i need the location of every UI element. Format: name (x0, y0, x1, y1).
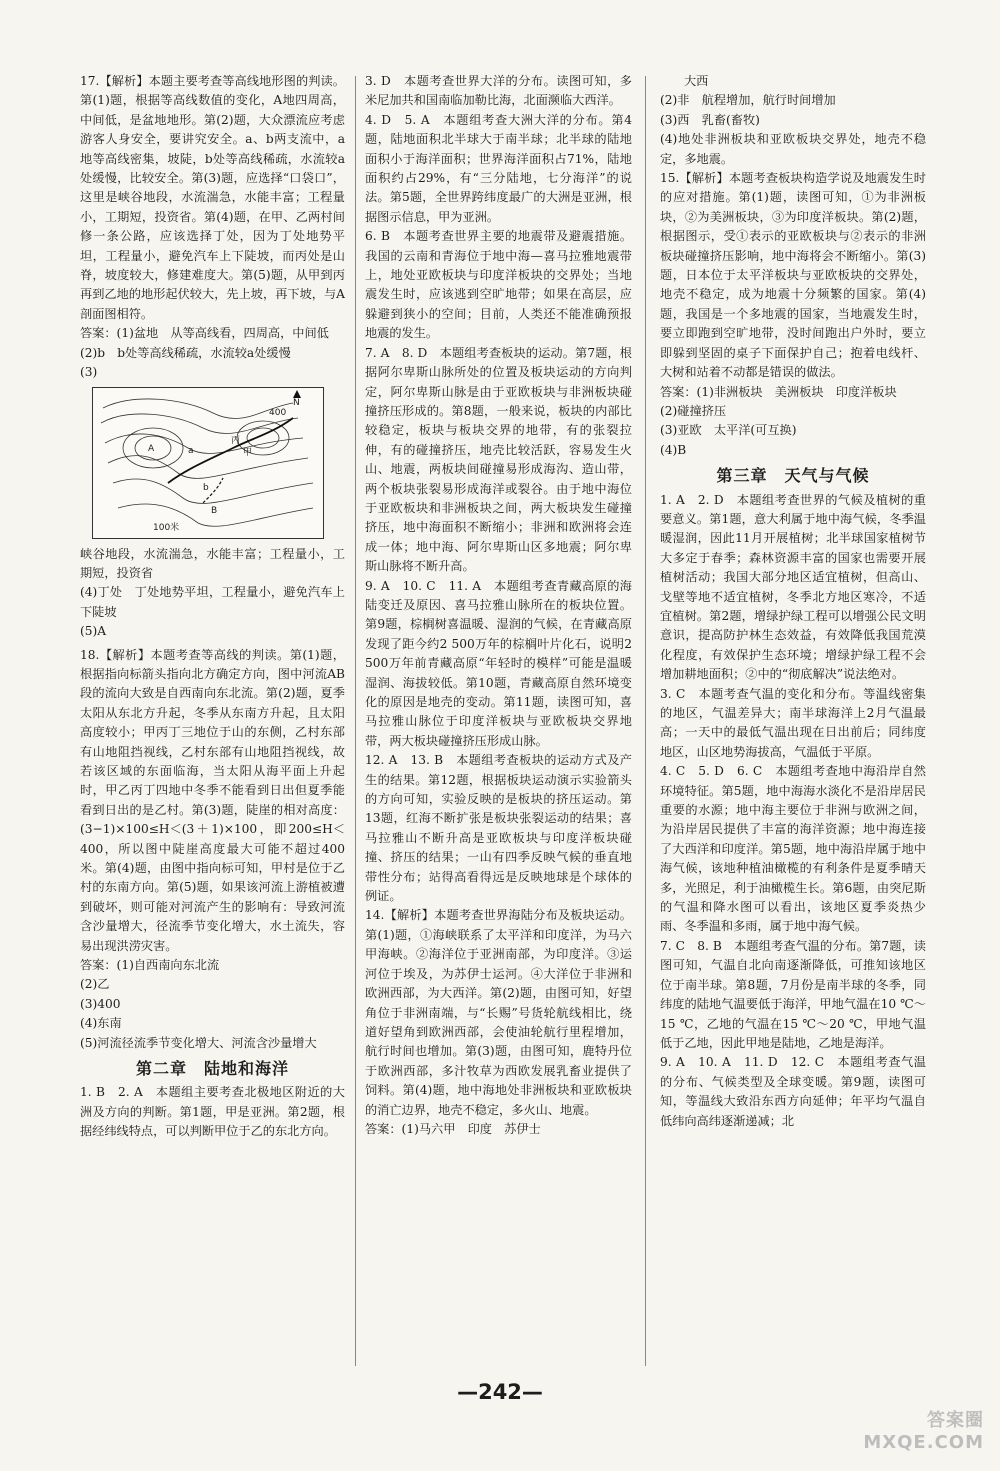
answer-14-3: (3)西 乳畜(畜牧) (660, 112, 760, 127)
answer-7-8: 7. A 8. D 本题组考查板块的运动。第7题，根据阿尔卑斯山脉所处的位置及板块运动的方向判定，阿尔卑斯山脉是由于亚欧板块与非洲板块碰撞挤压形成的。第8题，一般来说，板块的内部比较稳定，板块与板块交界的地带，有的张裂拉伸，有的碰撞挤压，地壳比较活跃，容易发生火山、地震，两板块间碰撞易形成海沟、造山带，两个板块张裂易形成海洋或裂谷。由于地中海位于亚欧板块和非洲板块之间，两大板块发生碰撞挤压，地中海面积不断缩小；非洲和欧洲将会连成一体；地中海、阿尔卑斯山区多地震；阿尔卑斯山脉将不断升高。 (365, 345, 632, 574)
map-label-a: a (188, 445, 194, 456)
column-divider-left (355, 76, 356, 1366)
answer-18-5: (5)河流径流季节变化增大、河流含沙量增大 (80, 1035, 317, 1050)
answer-3: 3. D 本题考查世界大洋的分布。读图可知，多米尼加共和国南临加勒比海，北面濒临大西洋。 (365, 74, 632, 108)
map-label-bing: 丙 (231, 435, 241, 446)
answer-18-analysis: 18.【解析】本题考查等高线的判读。第(1)题，根据指向标箭头指向北方确定方向，图中河流AB段的流向大致是自西南向东北流。第(2)题，夏季太阳从东北方升起，冬季从东南方升起，且太阳高度较小；甲丙丁三地位于山的东侧，乙村东部有山地阻挡视线，乙村东部有山地阻挡视线，故若该区域的东面临海，当太阳从海平面上升起时，甲乙丙丁四地中冬季不能看到日出但夏季能看到日出的是乙村。第(3)题，陡崖的相对高度：(3−1)×100≤H＜(3＋1)×100，即200≤H＜400，所以图中陡崖高度最大可能不超过400米。第(4)题，由图中指向标可知，甲村是位于乙村的东南方向。第(5)题，如果该河流上游植被遭到破坏，则可能对河流产生的影响有：导致河流含沙量增大，径流季节变化增大，水土流失，容易出现洪涝灾害。 (80, 647, 345, 953)
answer-4-5: 4. D 5. A 本题组考查大洲大洋的分布。第4题，陆地面积北半球大于南半球；北半球的陆地面积小于海洋面积；世界海洋面积占71%，陆地面积约占29%，有“三分陆地，七分海洋”的说法。第5题，全世界跨纬度最广的大洲是亚洲，根据图示信息，甲为亚洲。 (365, 112, 632, 224)
column-middle (365, 72, 632, 1139)
answer-12-13: 12. A 13. B 本题组考查板块的运动方式及产生的结果。第12题，根据板块运动演示实验箭头的方向可知，实验反映的是板块的挤压运动。第13题，红海不断扩张是板块张裂运动的结果；喜马拉雅山不断升高是亚欧板块与印度洋板块碰撞、挤压的结果；一山有四季反映气候的垂直地带性分布；站得高看得远是反映地球是个球体的例证。 (365, 753, 632, 904)
chapter-2-title: 第二章 陆地和海洋 (135, 1059, 289, 1079)
answer-15-analysis: 15.【解析】本题考查板块构造学说及地震发生时的应对措施。第(1)题，读图可知，①为非洲板块，②为美洲板块，③为印度洋板块。第(2)题，根据图示，受①表示的亚欧板块与②表示的非洲板块碰撞挤压影响，地中海将会不断缩小。第(3)题，日本位于太平洋板块与亚欧板块的交界处，地壳不稳定，成为地震十分频繁的国家。第(4)题，我国是一个多地震的国家，当地震发生时，要立即跑到空旷地带，没时间跑出户外时，要立即躲到坚固的桌子下面保护自己；抱着电线杆、大树和站着不动都是错误的做法。 (660, 171, 926, 380)
answer-18-1: 答案：(1)自西南向东北流 (80, 958, 220, 973)
answer-ch3-7-8: 7. C 8. B 本题组考查气温的分布。第7题，读图可知，气温自北向南逐渐降低，可推知该地区位于南半球。第8题，7月份是南半球的冬季，同纬度的陆地气温要低于海洋，甲地气温在10 ℃～15 ℃，乙地的气温在15 ℃～20 ℃，甲地气温低于乙地，因此甲地是陆地，乙地是海洋。 (660, 938, 926, 1050)
column-right (660, 72, 926, 1131)
answer-6: 6. B 本题考查世界主要的地震带及避震措施。我国的云南和青海位于地中海—喜马拉雅地震带上，地处亚欧板块与印度洋板块的交界处；当地震发生时，应该逃到空旷地带；如果在高层，应躲避到狭小的空间；目前，人类还不能准确预报地震的发生。 (365, 229, 632, 341)
answer-ch3-4-6: 4. C 5. D 6. C 本题组考查地中海沿岸自然环境特征。第5题，地中海海水淡化不是沿岸居民重要的水源；地中海主要位于非洲与欧洲之间，为沿岸居民提供了丰富的海洋资源；地中海连接了大西洋和印度洋。第5题，地中海沿岸属于地中海气候，该地种植油橄榄的有利条件是夏季晴天多，光照足，利于油橄榄生长。第6题，由突尼斯的气温和降水图可以看出，该地区夏季炎热少雨、冬季温和多雨，属于地中海气候。 (660, 764, 926, 934)
answer-17-2: (2)b b处等高线稀疏，水流较a处缓慢 (80, 345, 291, 360)
map-label-b: b (203, 482, 209, 493)
answer-17-4: (4)丁处 丁处地势平坦，工程量小，避免汽车上下陡坡 (80, 585, 345, 619)
answer-ch3-9-12: 9. A 10. A 11. D 12. C 本题组考查气温的分布、气候类型及全球变暖。第9题，读图可知，等温线大致沿东西方向延伸；年平均气温自低纬向高纬逐渐递减；北 (660, 1055, 926, 1128)
answer-17-1: 答案：(1)盆地 从等高线看，四周高，中间低 (80, 326, 329, 341)
page-number: —242— (457, 1380, 543, 1404)
answer-17-3-text: 峡谷地段，水流湍急，水能丰富；工程量小，工期短，投资省 (80, 546, 345, 580)
map-label-400: 400 (269, 407, 287, 418)
answer-14-1: 答案：(1)马六甲 印度 苏伊士 (365, 1121, 541, 1136)
answer-18-3: (3)400 (80, 996, 121, 1011)
column-left (80, 72, 345, 1142)
answer-14-1-cont: 大西 (684, 74, 709, 88)
answer-ch3-3: 3. C 本题考查气温的变化和分布。等温线密集的地区，气温差异大；南半球海洋上2月气温最高；一天中的最低气温出现在日出前后；同纬度地区，山区地势海拔高，气温低于平原。 (660, 686, 926, 759)
map-label-upper-a: A (148, 443, 155, 454)
answer-17-analysis: 17.【解析】本题主要考查等高线地形图的判读。第(1)题，根据等高线数值的变化，A地四周高，中间低，是盆地地形。第(2)题，大众漂流应考虑游客人身安全，要讲究安全。a、b两支流中，a地等高线密集，坡陡，b处等高线稀疏，水流较a处缓慢，比较安全。第(3)题，应选择“口袋口”，这里是峡谷地段，水流湍急，水能丰富；工程量小，工期短，投资省。第(4)题，在甲、乙两村间修一条公路，应该选择丁处，因为丁处地势平坦，工程量小，避免汽车上下陡坡，而丙处是山脊，坡度较大，修建难度大。第(5)题，从甲到丙再到乙地的地形起伏较大，先上坡，再下坡，与A剖面图相符。 (80, 74, 345, 321)
answer-14-2: (2)非 航程增加，航行时间增加 (660, 93, 836, 108)
map-label-n: N (293, 397, 300, 408)
answer-15-1: 答案：(1)非洲板块 美洲板块 印度洋板块 (660, 384, 897, 399)
answer-14-analysis: 14.【解析】本题考查世界海陆分布及板块运动。第(1)题，①海峡联系了太平洋和印度洋，为马六甲海峡。②海洋位于亚洲南部，为印度洋。③运河位于埃及，为苏伊士运河。④大洋位于非洲和欧洲西部，为大西洋。第(2)题，由图可知，好望角位于非洲南端，与“长赐”号货轮航线相比，绕道好望角到欧洲西部，会使油轮航行里程增加，航行时间也增加。第(3)题，由图可知，鹿特丹位于欧洲西部，多汁牧草为西欧发展乳畜业提供了饲料。第(4)题，地中海地处非洲板块和亚欧板块的消亡边界，地壳不稳定，多火山、地震。 (365, 908, 632, 1117)
answer-17-3: (3) (80, 365, 98, 380)
answer-18-4: (4)东南 (80, 1016, 122, 1031)
answer-14-4: (4)地处非洲板块和亚欧板块交界处，地壳不稳定，多地震。 (660, 132, 926, 166)
map-label-100: 100米 (153, 522, 180, 533)
map-label-upper-b: B (211, 505, 218, 516)
answer-15-4: (4)B (660, 442, 687, 457)
contour-map-figure (92, 387, 324, 539)
answer-17-5: (5)A (80, 624, 107, 639)
answer-15-2: (2)碰撞挤压 (660, 403, 727, 418)
answer-9-11: 9. A 10. C 11. A 本题组考查青藏高原的海陆变迁及原因、喜马拉雅山脉所在的板块位置。第9题，棕榈树喜温暖、湿润的气候，在青藏高原发现了距今约2 500万年的棕榈叶片化石，说明2 500万年前青藏高原“年轻时的模样”可能是温暖湿润、海拔较低。第10题，青藏高原自然环境变化的原因是地壳的变动。第11题，读图可知，喜马拉雅山脉位于印度洋板块与亚欧板块交界地带，两大板块碰撞挤压形成山脉。 (365, 578, 632, 748)
watermark: 答案圈 MXQE.COM (863, 1410, 984, 1453)
chapter-3-title: 第三章 天气与气候 (716, 466, 870, 486)
contour-map (93, 388, 323, 538)
map-label-jia: 甲 (243, 447, 253, 458)
column-divider-right (645, 76, 646, 1366)
answer-1-2: 1. B 2. A 本题组主要考查北极地区附近的大洲及方向的判断。第1题，甲是亚洲。第2题，根据经纬线特点，可以判断甲位于乙的东北方向。 (80, 1085, 345, 1139)
answer-15-3: (3)亚欧 太平洋(可互换) (660, 423, 797, 438)
answer-18-2: (2)乙 (80, 977, 110, 992)
answer-ch3-1-2: 1. A 2. D 本题组考查世界的气候及植树的重要意义。第1题，意大利属于地中海气候，冬季温暖湿润，因此11月开展植树；北半球国家植树节大多定于春季；森林资源丰富的国家也需要开展植树活动；我国大部分地区适宜植树，但高山、戈壁等地不适宜植树，冬季北方地区寒冷，不适宜植树。第2题，增绿护绿工程可以增强公民文明意识，提高防护林生态效益，有效降低我国荒漠化程度，有效保护生态环境；增绿护绿工程不会增加耕地面积；②中的“彻底解决”说法绝对。 (660, 492, 926, 682)
